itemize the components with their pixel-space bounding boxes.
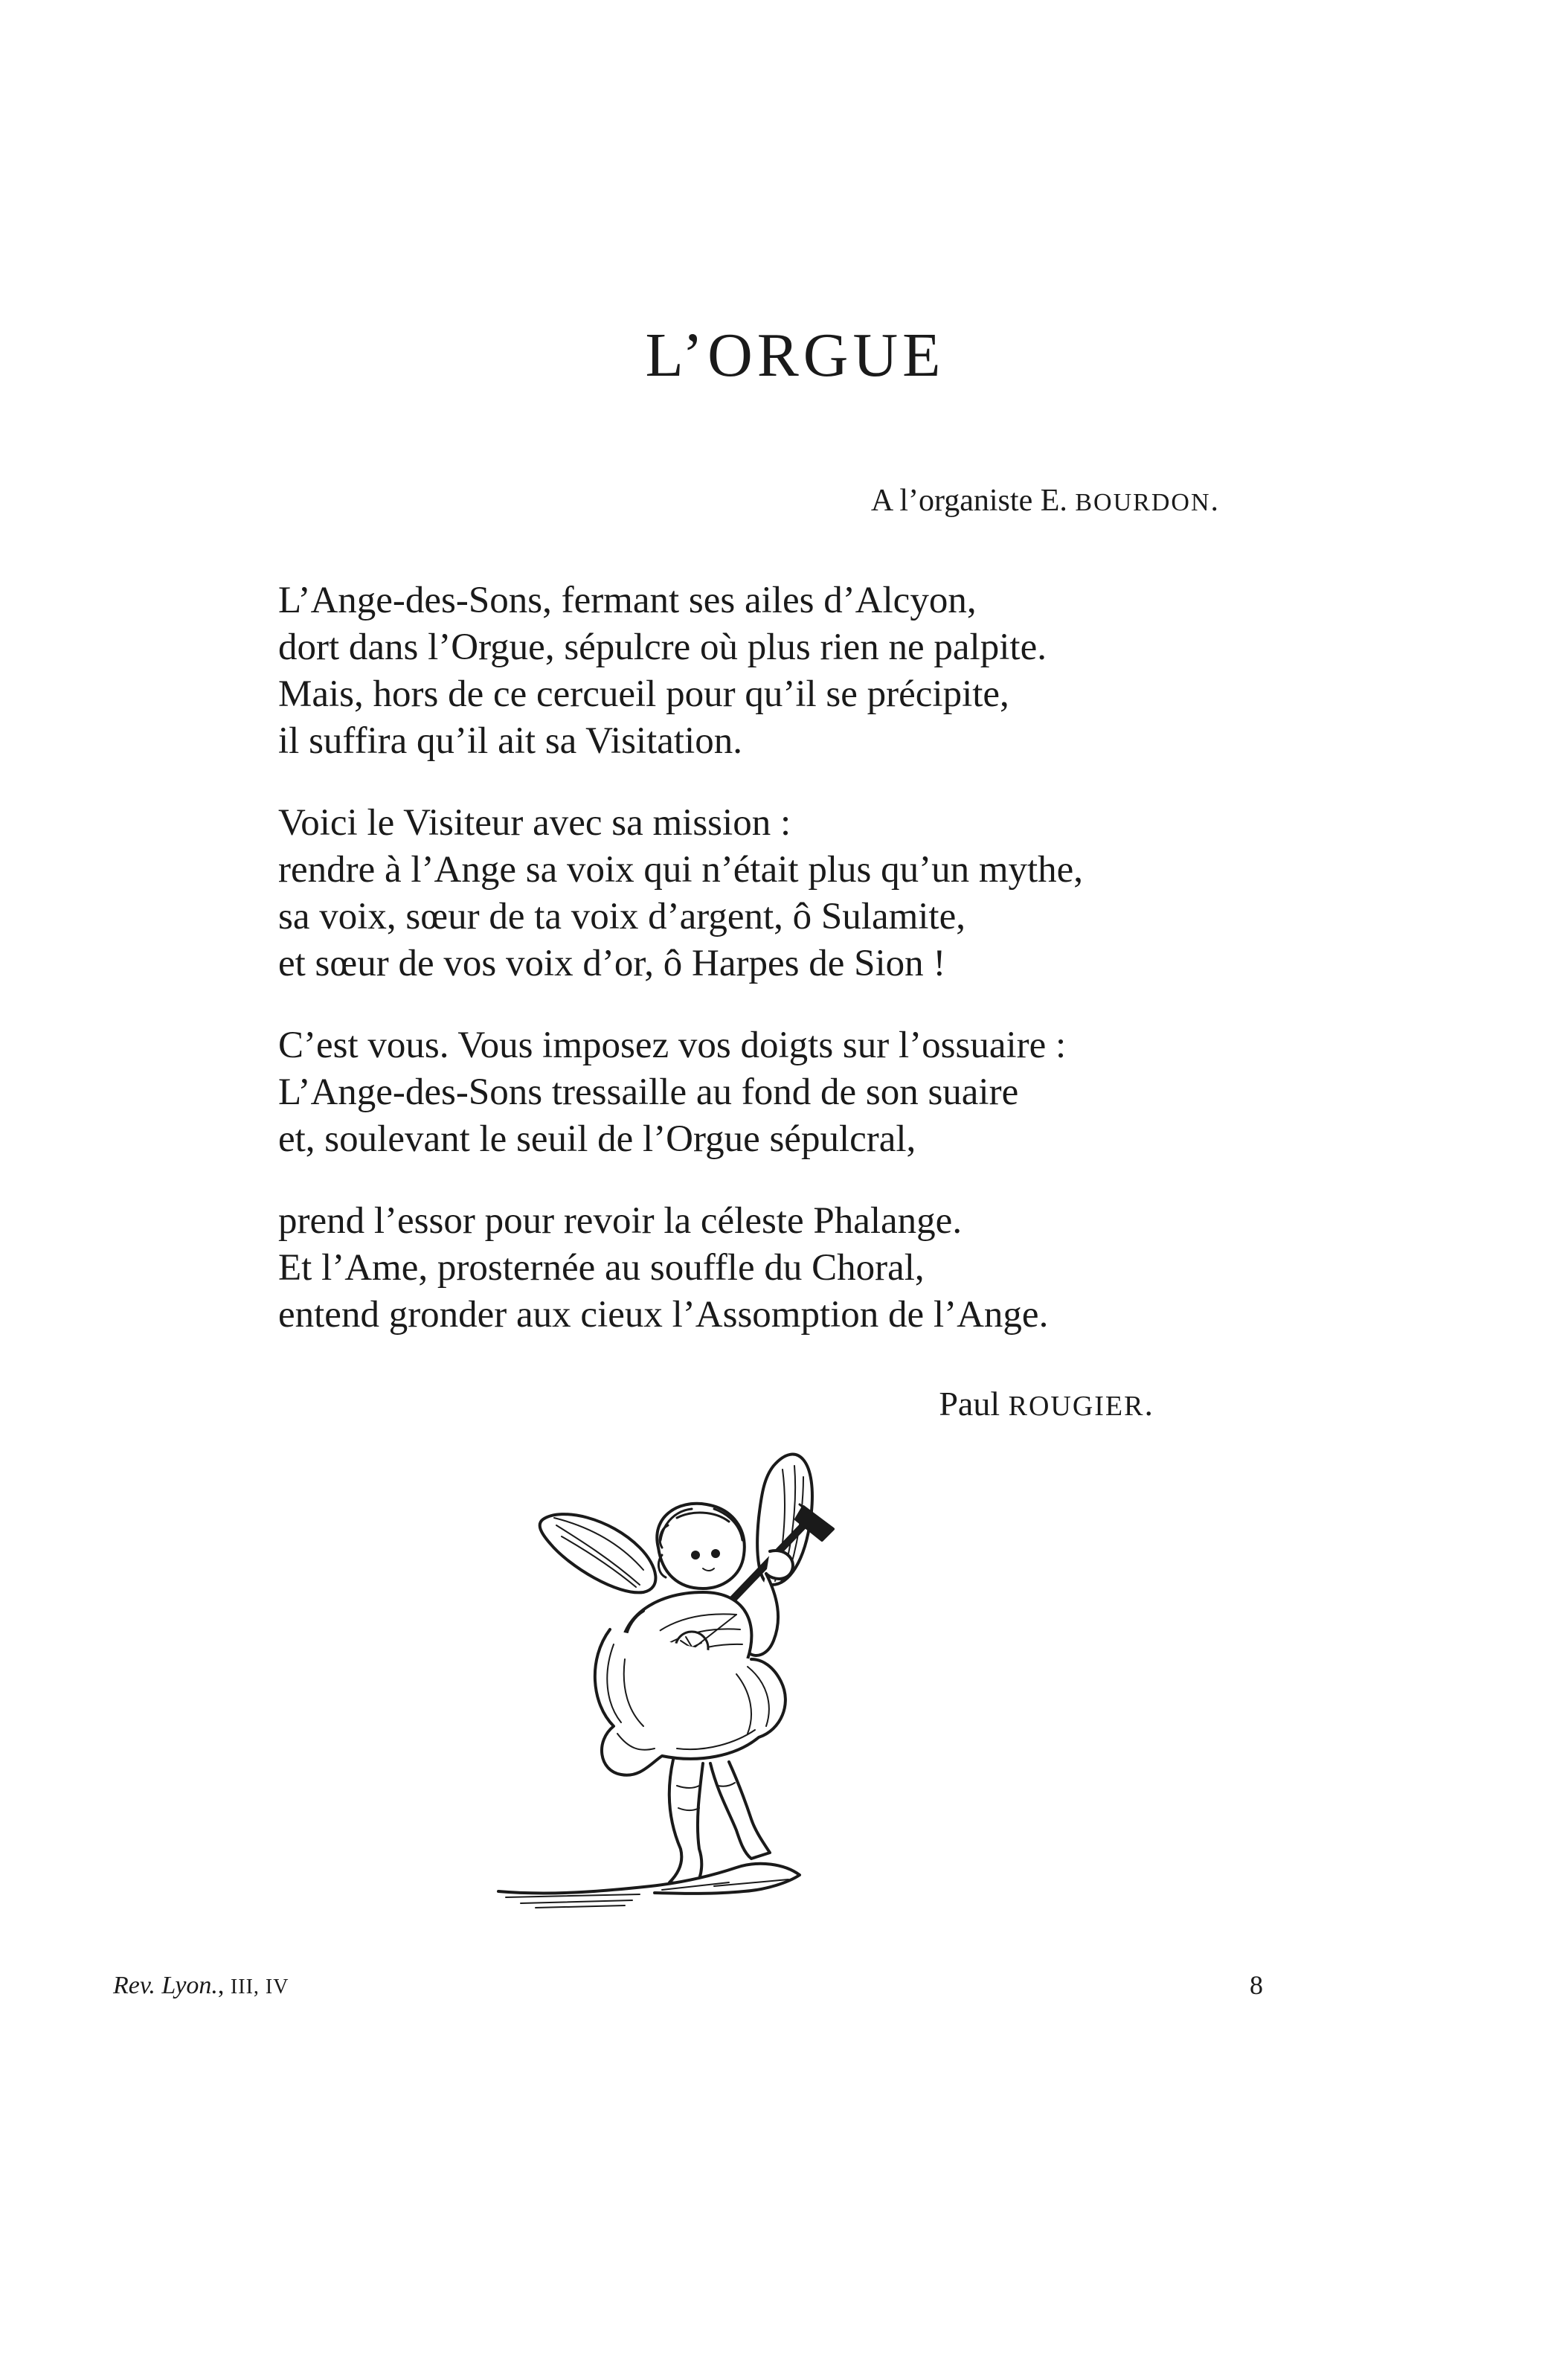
stanza-3 (278, 1022, 1320, 1163)
author-signature (939, 1387, 1153, 1421)
poem-line: Mais, hors de ce cercueil pour qu’il se précipite, (278, 673, 1009, 715)
dedication-prefix: A l’organiste E. (870, 484, 1076, 518)
journal-reference (113, 1973, 289, 1998)
poem-body (278, 577, 1320, 1373)
stanza-2 (278, 800, 1320, 987)
journal-title: Rev. Lyon. (113, 1972, 218, 1999)
poem-line: dort dans l’Orgue, sépulcre où plus rien ne palpite. (278, 626, 1047, 668)
poem-line: L’Ange-des-Sons, fermant ses ailes d’Alcyon, (278, 580, 977, 621)
poem-line: Voici le Visiteur avec sa mission : (278, 802, 791, 844)
journal-volume: III, IV (230, 1975, 289, 1998)
poem-line: et sœur de vos voix d’or, ô Harpes de Sion ! (278, 943, 946, 984)
poem-line: C’est vous. Vous imposez vos doigts sur l’ossuaire : (278, 1025, 1067, 1066)
stanza-1 (278, 577, 1320, 765)
dedication (871, 485, 1218, 516)
poem-line: et, soulevant le seuil de l’Orgue sépulcral, (278, 1118, 916, 1160)
author-last-name: ROUGIER (1008, 1391, 1145, 1422)
journal-separator: , (217, 1972, 231, 1999)
poem-line: L’Ange-des-Sons tressaille au fond de son suaire (278, 1071, 1019, 1113)
dedication-suffix: . (1210, 484, 1218, 518)
poem-line: il suffira qu’il ait sa Visitation. (278, 720, 742, 762)
poem-line: Et l’Ame, prosternée au souffle du Choral, (278, 1247, 925, 1289)
author-signature-suffix: . (1144, 1385, 1153, 1423)
poem-line: prend l’essor pour revoir la céleste Phalange. (278, 1200, 963, 1242)
poem-line: rendre à l’Ange sa voix qui n’était plus qu’un mythe, (278, 849, 1084, 891)
page-title: L’ORGUE (645, 321, 945, 390)
page-number: 8 (1250, 1970, 1263, 2000)
poem-line: sa voix, sœur de ta voix d’argent, ô Sulamite, (278, 896, 965, 937)
author-first-name: Paul (939, 1385, 1009, 1423)
poem-line: entend gronder aux cieux l’Assomption de l’Ange. (278, 1294, 1049, 1336)
dedication-name: BOURDON (1075, 489, 1211, 516)
lute-playing-angel-engraving-icon (491, 1436, 907, 1942)
stanza-4 (278, 1198, 1320, 1339)
